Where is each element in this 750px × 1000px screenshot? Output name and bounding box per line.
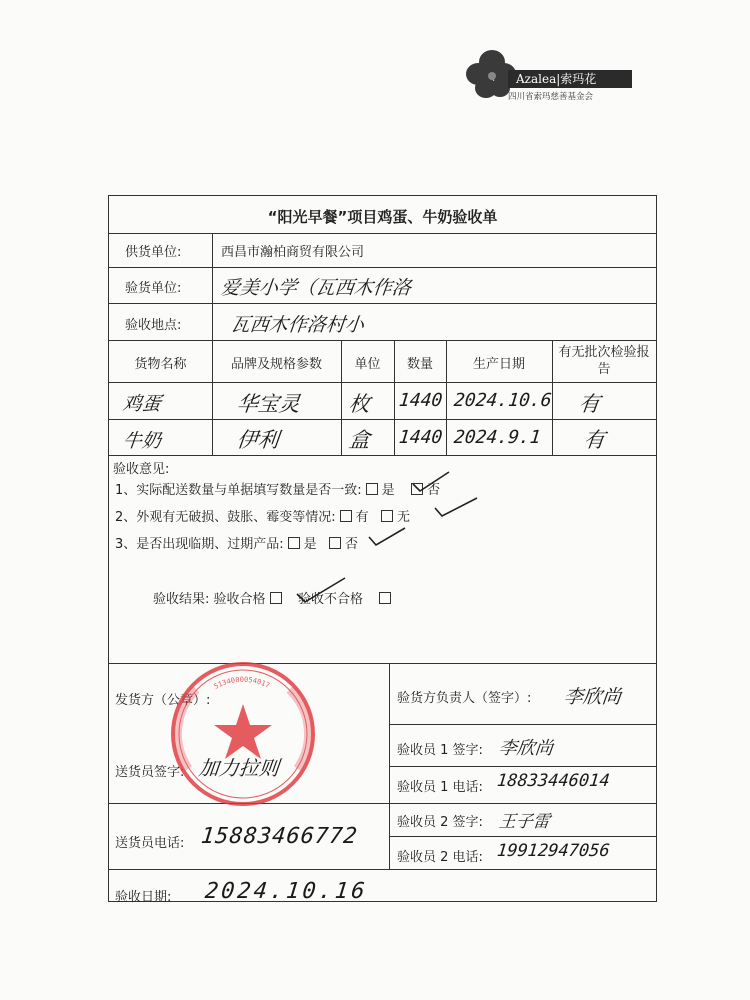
logo-foundation: 四川省索玛慈善基金会 [508, 92, 594, 102]
table-row-1-brand: 华宝灵 [235, 392, 302, 416]
result-pass-checkbox[interactable] [270, 592, 282, 604]
question-3 [115, 533, 358, 552]
result-fail-label: 验收不合格 [297, 592, 363, 607]
result-pass-label: 验收合格 [213, 592, 266, 607]
official-seal-stamp [168, 659, 318, 809]
result-fail-checkbox[interactable] [379, 592, 391, 604]
q2-none-checkbox[interactable] [381, 510, 393, 522]
date-value: 2024.10.16 [203, 879, 369, 904]
inspector2-phone-value: 19912947056 [495, 841, 611, 861]
delivery-signer-value: 加力拉则 [197, 756, 281, 780]
q3-no-check-mark [367, 524, 407, 548]
delivery-phone-label: 送货员电话: [115, 836, 185, 851]
q2-none-check-mark [433, 496, 479, 520]
logo-brand: Azalea|索玛花 [508, 70, 632, 88]
table-row-1-report: 有 [577, 392, 602, 416]
q1-yes-checkbox[interactable] [366, 483, 378, 495]
table-row-2-brand: 伊利 [235, 428, 281, 452]
date-label: 验收日期: [115, 890, 172, 905]
q3-no-label: 否 [344, 537, 358, 552]
supplier-value: 西昌市瀚柏商贸有限公司 [221, 245, 365, 260]
q3-yes-label: 是 [303, 537, 317, 552]
location-value: 瓦西木作洛村小 [229, 314, 366, 336]
delivery-phone-value: 15883466772 [199, 824, 360, 849]
q1-yes-check-mark [411, 470, 451, 494]
header-quantity: 数量 [406, 357, 433, 372]
receiver-head-label: 验货方负责人（签字）: [397, 691, 532, 706]
supplier-label: 供货单位: [125, 245, 182, 260]
inspector1-sign-value: 李欣尚 [497, 738, 554, 759]
header-goods-name: 货物名称 [134, 357, 187, 372]
opinion-label: 验收意见: [113, 462, 170, 477]
result-row [153, 588, 395, 607]
q2-none-label: 无 [396, 510, 410, 525]
header-brand-spec: 品牌及规格参数 [230, 357, 322, 372]
inspector1-sign-label: 验收员 1 签字: [397, 743, 483, 758]
shipper-label: 发货方（公章）: [115, 693, 211, 708]
q1-no-label: 否 [427, 483, 441, 498]
question-2 [115, 506, 410, 525]
table-row-1-name: 鸡蛋 [121, 393, 163, 415]
receiver-head-value: 李欣尚 [562, 686, 623, 708]
question-3-text: 3、是否出现临期、过期产品: [115, 537, 284, 552]
stamp-number: 5134000054017 [212, 675, 271, 691]
table-row-1-unit: 枚 [347, 392, 372, 416]
inspector1-phone-value: 18833446014 [495, 771, 611, 791]
question-1-text: 1、实际配送数量与单据填写数量是否一致: [115, 483, 362, 498]
q3-no-checkbox[interactable] [329, 537, 341, 549]
table-row-1-date: 2024.10.6 [452, 390, 553, 411]
q1-yes-label: 是 [381, 483, 395, 498]
table-row-2-date: 2024.9.1 [452, 427, 542, 448]
inspector2-phone-label: 验收员 2 电话: [397, 850, 483, 865]
table-row-2-name: 牛奶 [121, 430, 163, 452]
receiver-value: 爱美小学（瓦西木作洛 [219, 277, 413, 299]
table-row-2-qty: 1440 [397, 427, 444, 448]
result-label: 验收结果: [153, 592, 210, 607]
q2-have-checkbox[interactable] [340, 510, 352, 522]
inspector2-sign-value: 王子雷 [497, 812, 551, 832]
receiver-label: 验货单位: [125, 281, 182, 296]
table-row-2-unit: 盒 [347, 428, 372, 452]
q2-have-label: 有 [355, 510, 369, 525]
result-pass-check-mark [295, 576, 347, 604]
question-1 [115, 479, 440, 498]
inspector2-sign-label: 验收员 2 签字: [397, 815, 483, 830]
table-row-1-qty: 1440 [397, 390, 444, 411]
q3-yes-checkbox[interactable] [288, 537, 300, 549]
location-label: 验收地点: [125, 318, 182, 333]
header-unit: 单位 [354, 357, 381, 372]
header-production-date: 生产日期 [472, 357, 525, 372]
inspector1-phone-label: 验收员 1 电话: [397, 780, 483, 795]
header-inspection-report: 有无批次检验报告 [558, 345, 650, 377]
form-title: “阳光早餐”项目鸡蛋、牛奶验收单 [267, 208, 498, 226]
question-2-text: 2、外观有无破损、鼓胀、霉变等情况: [115, 510, 336, 525]
delivery-signer-label: 送货员签字: [115, 765, 185, 780]
svg-text:5134000054017 [213, 676, 271, 691]
table-row-2-report: 有 [582, 428, 607, 452]
